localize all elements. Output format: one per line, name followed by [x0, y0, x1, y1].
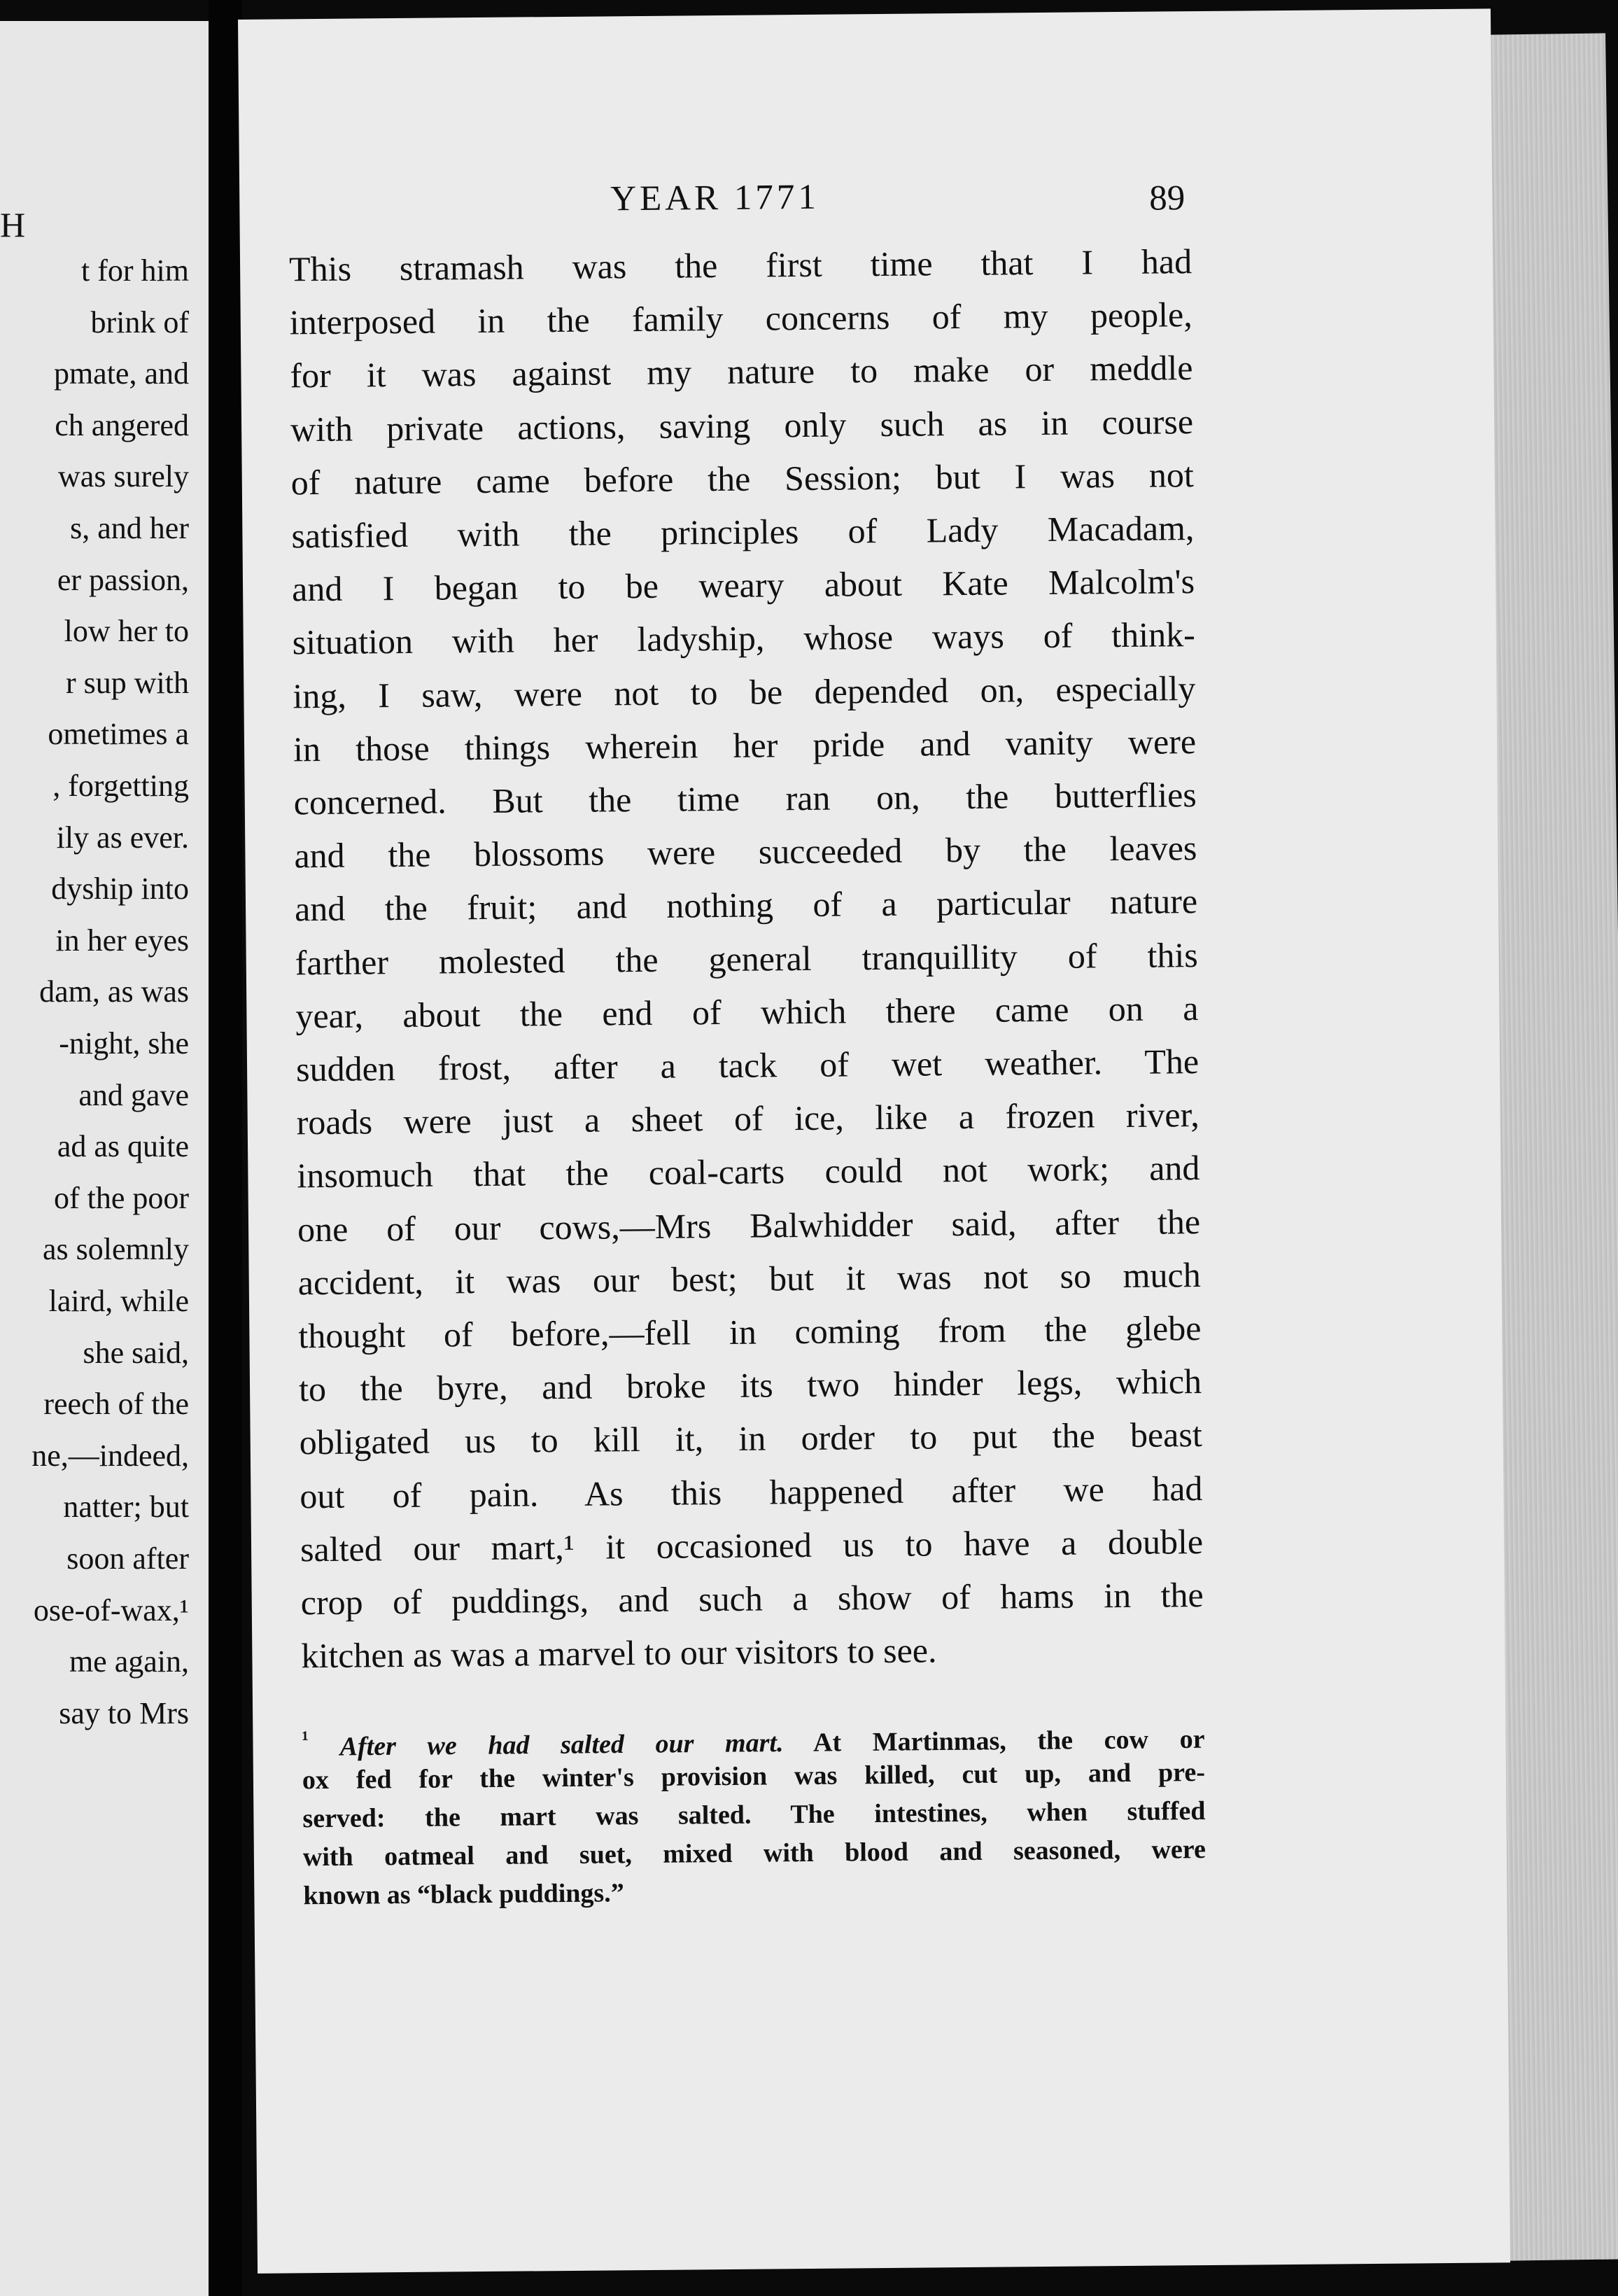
- left-page-line: s, and her: [70, 511, 189, 545]
- left-page-line: r sup with: [66, 665, 189, 700]
- footnote-line: with oatmeal and suet, mixed with blood and seasoned, were: [302, 1835, 1207, 1872]
- footnote-marker: ¹: [302, 1726, 309, 1751]
- body-line: and the blossoms were succeeded by the leaves: [294, 828, 1197, 876]
- footnote-line: [302, 1719, 1204, 1763]
- left-page-line: reech of the: [43, 1387, 189, 1422]
- body-line: sudden frost, after a tack of wet weather. The: [295, 1042, 1200, 1089]
- left-page-line: t for him: [81, 253, 189, 288]
- left-page-line: as solemnly: [43, 1232, 189, 1267]
- footnote-text: At Martinmas, the cow or: [812, 1724, 1205, 1758]
- body-line: one of our cows,—Mrs Balwhidder said, after the: [297, 1201, 1201, 1249]
- left-page-line: she said,: [83, 1335, 189, 1370]
- body-line: to the byre, and broke its two hinder legs, which: [298, 1362, 1202, 1409]
- left-page-line: of the poor: [53, 1180, 189, 1215]
- left-page-line: dyship into: [51, 872, 189, 906]
- left-page-line: ose-of-wax,¹: [33, 1592, 189, 1628]
- left-page-line: ometimes a: [48, 717, 189, 752]
- body-line: accident, it was our best; but it was not so much: [297, 1254, 1201, 1303]
- left-page-line: ne,—indeed,: [31, 1438, 189, 1473]
- body-line: in those things wherein her pride and vanity were: [293, 721, 1197, 769]
- left-page-line: -night, she: [59, 1026, 189, 1060]
- page-number: 89: [1149, 178, 1186, 218]
- footnote-line: ox fed for the winter's provision was killed, cut up, and pre-: [302, 1758, 1206, 1795]
- body-line: thought of before,—fell in coming from the glebe: [298, 1308, 1202, 1356]
- body-line: crop of puddings, and such a show of hams in the: [300, 1575, 1204, 1623]
- body-line: with private actions, saving only such as in course: [290, 401, 1194, 449]
- footnote-title: After we had salted our mart.: [339, 1728, 784, 1762]
- left-page-line: say to Mrs: [59, 1695, 189, 1730]
- left-page-line: ad as quite: [57, 1129, 189, 1164]
- left-page-line: dam, as was: [39, 974, 189, 1009]
- left-page-line: in her eyes: [55, 923, 189, 958]
- body-line: concerned. But the time ran on, the butterflies: [293, 775, 1197, 822]
- body-line: salted our mart,¹ it occasioned us to have a double: [300, 1521, 1204, 1569]
- left-running-head: H: [0, 205, 27, 244]
- body-line: insomuch that the coal-carts could not work; and: [297, 1148, 1200, 1196]
- left-page-line: , forgetting: [52, 769, 189, 803]
- left-page-line: natter; but: [63, 1490, 189, 1525]
- left-page-line: er passion,: [57, 562, 189, 597]
- left-page-line: ch angered: [55, 407, 189, 442]
- footnote-line: known as “black puddings.”: [303, 1878, 624, 1911]
- body-line: satisfied with the principles of Lady Macadam,: [291, 508, 1195, 556]
- body-line: roads were just a sheet of ice, like a frozen river,: [296, 1095, 1200, 1142]
- left-page-line: ily as ever.: [56, 820, 189, 855]
- body-line: interposed in the family concerns of my people,: [289, 295, 1193, 342]
- body-line: This stramash was the first time that I had: [288, 241, 1193, 289]
- left-page-line: brink of: [90, 304, 189, 340]
- left-page: [0, 21, 210, 2296]
- body-line: ing, I saw, were not to be depended on, especially: [293, 668, 1196, 715]
- left-page-line: low her to: [64, 614, 189, 649]
- footnote-line: served: the mart was salted. The intestines, when stuffed: [302, 1796, 1206, 1834]
- body-line: and the fruit; and nothing of a particular nature: [294, 881, 1198, 929]
- left-page-line: soon after: [66, 1541, 189, 1576]
- body-line: out of pain. As this happened after we had: [300, 1468, 1203, 1516]
- book-gutter: [209, 0, 242, 2296]
- body-line: kitchen as was a marvel to our visitors to see.: [301, 1630, 937, 1676]
- left-page-line: pmate, and: [53, 356, 189, 391]
- body-line: and I began to be weary about Kate Malcolm's: [291, 561, 1195, 609]
- body-line: farther molested the general tranquillity of this: [295, 934, 1198, 982]
- body-line: year, about the end of which there came on a: [295, 988, 1199, 1036]
- body-line: obligated us to kill it, in order to put the beast: [299, 1415, 1202, 1462]
- left-page-line: was surely: [58, 459, 189, 494]
- left-page-line: laird, while: [48, 1284, 189, 1318]
- left-page-line: me again,: [69, 1644, 189, 1679]
- left-page-line: and gave: [78, 1077, 189, 1112]
- body-line: situation with her ladyship, whose ways of think-: [292, 615, 1195, 662]
- right-page: [238, 8, 1510, 2273]
- body-line: of nature came before the Session; but I was not: [290, 454, 1194, 503]
- body-line: for it was against my nature to make or meddle: [290, 348, 1193, 396]
- running-head: YEAR 1771: [610, 177, 820, 219]
